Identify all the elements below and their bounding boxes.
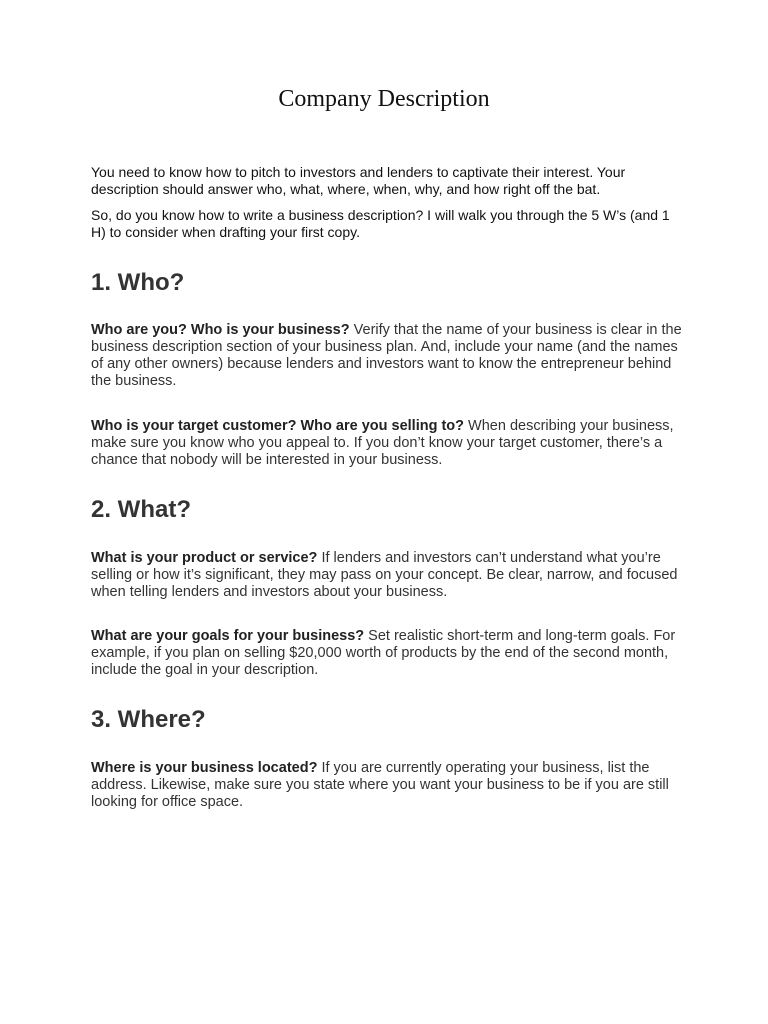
intro-paragraph: So, do you know how to write a business description? I will walk you through the 5 W’s (and 1 H) to consider when drafting your first copy. [91, 207, 670, 240]
paragraph-lead: Who is your target customer? Who are you selling to? [91, 418, 465, 434]
paragraph-text: If you are currently operating your business, list the address. Likewise, make sure you state where you want your business to be if you are still looking for office space. [91, 760, 669, 810]
paragraph-text: When describing your business, make sure you know who you appeal to. If you don’t know your target customer, there’s a chance that nobody will be interested in your business. [91, 418, 674, 468]
section-heading-who: 1. Who? [91, 269, 185, 296]
intro-paragraph: You need to know how to pitch to investors and lenders to captivate their interest. Your description should answer who, what, where, when, why, and how right off the bat. [91, 164, 626, 197]
paragraph-text: Set realistic short-term and long-term goals. For example, if you plan on selling $20,000 worth of products by the end of the second month, include the goal in your description. [91, 628, 676, 678]
paragraph-goals [91, 628, 683, 679]
paragraph-target-customer [91, 418, 683, 469]
section-heading-what: 2. What? [91, 496, 191, 523]
paragraph-lead: What is your product or service? [91, 550, 318, 566]
paragraph-text: Verify that the name of your business is clear in the business description section of your business plan. And, include your name (and the names of any other owners) because lenders and investors want to know the entrepreneur behind the business. [91, 322, 682, 389]
paragraph-lead: Where is your business located? [91, 760, 318, 776]
page-title: Company Description [278, 86, 490, 112]
paragraph-location [91, 760, 683, 811]
paragraph-product-service [91, 550, 683, 601]
paragraph-lead: Who are you? Who is your business? [91, 322, 350, 338]
section-heading-where: 3. Where? [91, 706, 206, 733]
paragraph-lead: What are your goals for your business? [91, 628, 365, 644]
paragraph-text: If lenders and investors can’t understand what you’re selling or how it’s significant, they may pass on your concept. Be clear, narrow, and focused when telling lenders and investors about your business. [91, 550, 678, 600]
paragraph-who-are-you [91, 322, 683, 390]
